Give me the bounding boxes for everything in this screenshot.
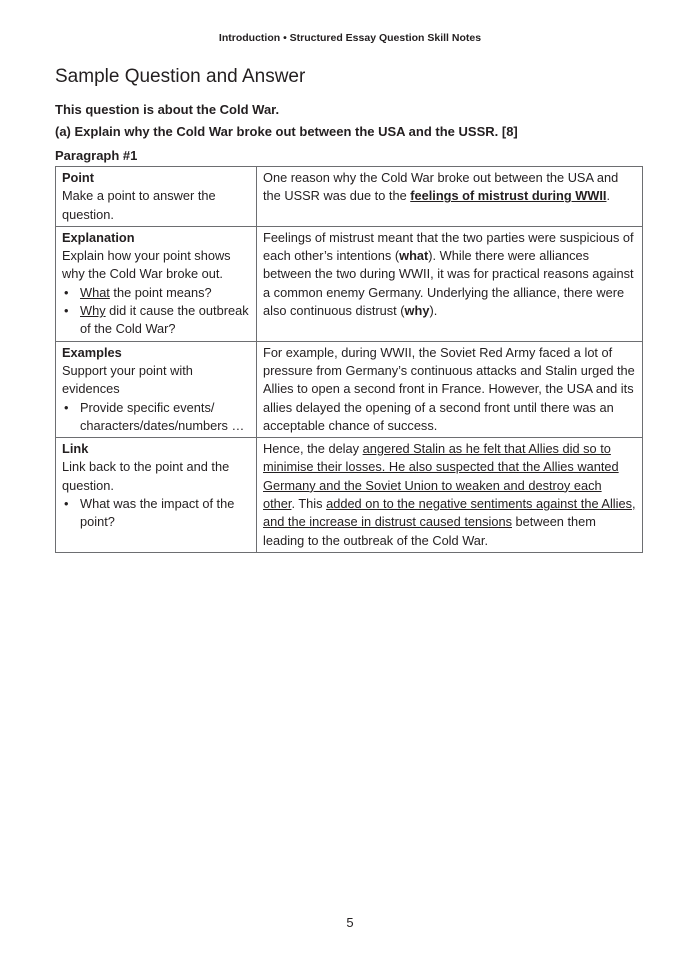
point-answer-cell [257,167,643,227]
link-answer-text: Hence, the delay [263,441,363,457]
link-guidance-cell [56,438,257,553]
table-row-explanation [56,226,643,341]
bullet-why [62,302,250,339]
examples-answer-cell: For example, during WWII, the Soviet Red Army faced a lot of pressure from Germany’s continuous attacks and Stalin urged the Allies to open a second front in France. However, the USA and its allies delayed the opening of a second front until there was an acceptable chance of success. [257,341,643,437]
table-row-point [56,167,643,227]
explanation-guidance-cell [56,226,257,341]
point-answer-emphasis: feelings of mistrust during WWII [410,188,607,204]
essay-structure-table [55,166,643,553]
examples-bullets [62,399,250,436]
link-answer-underlined-2: added on to the negative sentiments against the Allies, and the increase in distrust caused tensions [263,496,636,530]
explanation-answer-middle: ). While there were alliances between the two during WWII, it was for practical reasons against a common enemy Germany. Underlying the alliance, there were also continuous distrust ( [263,248,634,319]
question-text: (a) Explain why the Cold War broke out between the USA and the USSR. [8] [55,124,518,139]
page-number: 5 [346,915,354,930]
examples-guidance-cell [56,341,257,437]
bullet-impact: • What was the impact of the point? [62,495,250,532]
link-answer-end: between them leading to the outbreak of the Cold War. [263,514,596,548]
explanation-answer-end: ). [429,303,438,319]
link-title: Link [62,441,89,457]
explanation-title: Explanation [62,229,135,245]
explanation-bullets [62,284,250,339]
examples-title: Examples [62,344,122,360]
point-answer-text: One reason why the Cold War broke out between the USA and the USSR was due to the [263,170,619,204]
point-guidance-cell [56,167,257,227]
explanation-description: Explain how your point shows why the Cold War broke out. [62,248,231,282]
link-bullets [62,495,250,532]
link-answer-middle: . This [291,496,327,512]
explanation-answer-cell [257,226,643,341]
table-row-examples [56,341,643,437]
question-intro: This question is about the Cold War. [55,102,280,117]
running-header: Introduction • Structured Essay Question Skill Notes [218,32,482,44]
table-row-link [56,438,643,553]
explanation-answer-what: what [399,248,429,264]
bullet-what-text: the point means? [109,284,212,300]
link-description: Link back to the point and the question. [62,459,230,493]
explanation-answer-text: Feelings of mistrust meant that the two parties were suspicious of each other’s intentions ( [263,229,634,264]
bullet-provide-specifics: • Provide specific events/ characters/dates/numbers … [62,399,250,436]
explanation-answer-why: why [404,303,430,319]
paragraph-label: Paragraph #1 [55,148,138,163]
bullet-what [62,284,250,302]
bullet-why-keyword: Why [80,303,106,319]
bullet-why-text: did it cause the outbreak of the Cold War? [80,303,249,337]
point-title: Point [62,170,94,185]
point-answer-end: . [606,188,611,204]
bullet-what-keyword: What [80,284,110,300]
examples-description: Support your point with evidences [62,362,193,397]
link-answer-underlined-1: angered Stalin as he felt that Allies did so to minimise their losses. He also suspected that the Allies wanted Germany and the Soviet Union to weaken and destroy each other [263,441,619,512]
section-title: Sample Question and Answer [55,66,306,87]
point-description: Make a point to answer the question. [62,188,216,222]
link-answer-cell [257,438,643,553]
